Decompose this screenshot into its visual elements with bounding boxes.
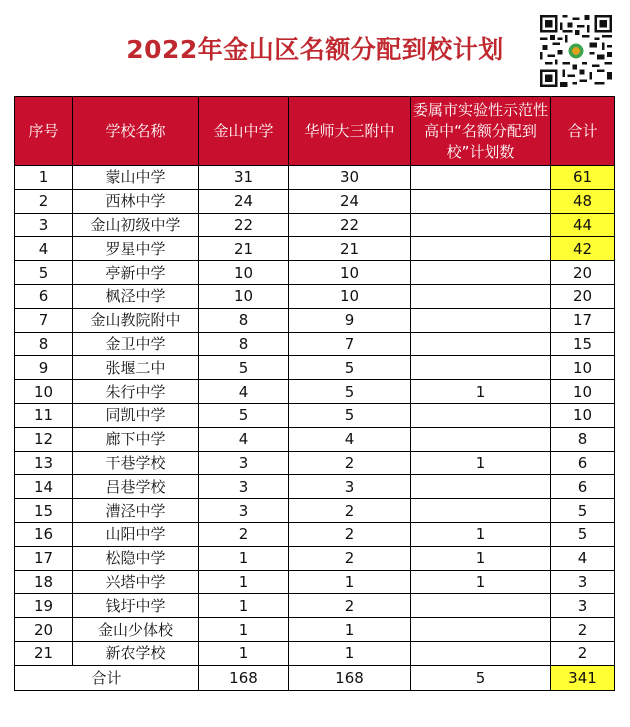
cell-total: 10 (551, 380, 615, 404)
table-row (15, 166, 615, 190)
cell-school: 新农学校 (73, 641, 199, 665)
header-jinshan: 金山中学 (199, 97, 289, 166)
cell-weishu (411, 332, 551, 356)
table-row (15, 427, 615, 451)
total-row (15, 665, 615, 690)
cell-weishu: 1 (411, 522, 551, 546)
cell-school: 金山初级中学 (73, 213, 199, 237)
cell-school: 松隐中学 (73, 546, 199, 570)
cell-jinshan: 24 (199, 189, 289, 213)
cell-huashi: 4 (289, 427, 411, 451)
cell-total: 2 (551, 618, 615, 642)
cell-no: 9 (15, 356, 73, 380)
cell-no: 13 (15, 451, 73, 475)
cell-no: 14 (15, 475, 73, 499)
cell-jinshan: 10 (199, 284, 289, 308)
cell-school: 西林中学 (73, 189, 199, 213)
header-school: 学校名称 (73, 97, 199, 166)
cell-huashi: 24 (289, 189, 411, 213)
cell-jinshan: 1 (199, 618, 289, 642)
cell-jinshan: 21 (199, 237, 289, 261)
table-row (15, 332, 615, 356)
cell-huashi: 2 (289, 522, 411, 546)
cell-jinshan: 5 (199, 356, 289, 380)
cell-huashi: 30 (289, 166, 411, 190)
total-weishu: 5 (411, 665, 551, 690)
cell-jinshan: 3 (199, 451, 289, 475)
cell-no: 11 (15, 403, 73, 427)
cell-weishu (411, 641, 551, 665)
table-row (15, 475, 615, 499)
cell-jinshan: 10 (199, 261, 289, 285)
table-row (15, 189, 615, 213)
cell-total: 61 (551, 166, 615, 190)
cell-jinshan: 2 (199, 522, 289, 546)
cell-weishu: 1 (411, 380, 551, 404)
cell-school: 张堰二中 (73, 356, 199, 380)
allocation-table (14, 96, 615, 691)
cell-huashi: 2 (289, 546, 411, 570)
header-weishu: 委属市实验性示范性高中“名额分配到校”计划数 (411, 97, 551, 166)
cell-huashi: 1 (289, 570, 411, 594)
cell-weishu (411, 308, 551, 332)
cell-no: 19 (15, 594, 73, 618)
cell-total: 3 (551, 594, 615, 618)
cell-weishu (411, 284, 551, 308)
cell-school: 罗星中学 (73, 237, 199, 261)
cell-total: 48 (551, 189, 615, 213)
cell-total: 20 (551, 284, 615, 308)
cell-total: 10 (551, 403, 615, 427)
cell-huashi: 10 (289, 284, 411, 308)
table-row (15, 213, 615, 237)
table-row (15, 308, 615, 332)
cell-jinshan: 8 (199, 332, 289, 356)
table-row (15, 451, 615, 475)
header-huashi: 华师大三附中 (289, 97, 411, 166)
cell-weishu (411, 475, 551, 499)
cell-huashi: 2 (289, 499, 411, 523)
cell-huashi: 3 (289, 475, 411, 499)
cell-weishu (411, 237, 551, 261)
total-jinshan: 168 (199, 665, 289, 690)
header-total: 合计 (551, 97, 615, 166)
cell-jinshan: 31 (199, 166, 289, 190)
table-row (15, 380, 615, 404)
cell-total: 5 (551, 522, 615, 546)
cell-total: 3 (551, 570, 615, 594)
cell-huashi: 21 (289, 237, 411, 261)
cell-total: 20 (551, 261, 615, 285)
cell-jinshan: 5 (199, 403, 289, 427)
cell-no: 5 (15, 261, 73, 285)
cell-no: 10 (15, 380, 73, 404)
cell-no: 3 (15, 213, 73, 237)
cell-total: 10 (551, 356, 615, 380)
table-row (15, 522, 615, 546)
table-row (15, 237, 615, 261)
cell-school: 蒙山中学 (73, 166, 199, 190)
cell-school: 金山少体校 (73, 618, 199, 642)
cell-huashi: 10 (289, 261, 411, 285)
cell-school: 廊下中学 (73, 427, 199, 451)
cell-jinshan: 8 (199, 308, 289, 332)
cell-no: 4 (15, 237, 73, 261)
cell-no: 7 (15, 308, 73, 332)
cell-huashi: 1 (289, 618, 411, 642)
cell-jinshan: 4 (199, 427, 289, 451)
cell-jinshan: 22 (199, 213, 289, 237)
cell-no: 18 (15, 570, 73, 594)
cell-school: 山阳中学 (73, 522, 199, 546)
cell-weishu: 1 (411, 451, 551, 475)
cell-school: 金山教院附中 (73, 308, 199, 332)
total-huashi: 168 (289, 665, 411, 690)
header-no: 序号 (15, 97, 73, 166)
cell-total: 4 (551, 546, 615, 570)
table-header-row (15, 97, 615, 166)
cell-school: 干巷学校 (73, 451, 199, 475)
table-row (15, 403, 615, 427)
cell-school: 金卫中学 (73, 332, 199, 356)
cell-total: 6 (551, 475, 615, 499)
cell-weishu: 1 (411, 570, 551, 594)
table-row (15, 261, 615, 285)
cell-total: 42 (551, 237, 615, 261)
table-row (15, 546, 615, 570)
cell-huashi: 2 (289, 451, 411, 475)
cell-no: 2 (15, 189, 73, 213)
cell-no: 6 (15, 284, 73, 308)
cell-no: 8 (15, 332, 73, 356)
cell-jinshan: 3 (199, 499, 289, 523)
cell-school: 兴塔中学 (73, 570, 199, 594)
cell-huashi: 5 (289, 403, 411, 427)
cell-no: 15 (15, 499, 73, 523)
cell-huashi: 5 (289, 380, 411, 404)
cell-jinshan: 1 (199, 641, 289, 665)
cell-huashi: 1 (289, 641, 411, 665)
cell-no: 16 (15, 522, 73, 546)
cell-total: 2 (551, 641, 615, 665)
cell-weishu (411, 189, 551, 213)
cell-no: 20 (15, 618, 73, 642)
cell-total: 17 (551, 308, 615, 332)
cell-total: 8 (551, 427, 615, 451)
table-row (15, 618, 615, 642)
cell-huashi: 2 (289, 594, 411, 618)
cell-school: 吕巷学校 (73, 475, 199, 499)
cell-no: 17 (15, 546, 73, 570)
cell-jinshan: 1 (199, 546, 289, 570)
cell-weishu (411, 427, 551, 451)
cell-huashi: 22 (289, 213, 411, 237)
cell-weishu (411, 594, 551, 618)
cell-jinshan: 3 (199, 475, 289, 499)
cell-school: 同凯中学 (73, 403, 199, 427)
cell-total: 5 (551, 499, 615, 523)
table-row (15, 499, 615, 523)
table-row (15, 594, 615, 618)
cell-total: 6 (551, 451, 615, 475)
cell-huashi: 7 (289, 332, 411, 356)
cell-no: 12 (15, 427, 73, 451)
cell-weishu (411, 403, 551, 427)
cell-huashi: 5 (289, 356, 411, 380)
cell-total: 15 (551, 332, 615, 356)
table-row (15, 356, 615, 380)
qr-code-icon (540, 15, 612, 87)
cell-school: 漕泾中学 (73, 499, 199, 523)
cell-school: 钱圩中学 (73, 594, 199, 618)
table-row (15, 641, 615, 665)
cell-no: 1 (15, 166, 73, 190)
cell-weishu (411, 356, 551, 380)
cell-weishu (411, 213, 551, 237)
cell-huashi: 9 (289, 308, 411, 332)
total-label: 合计 (15, 665, 199, 690)
cell-weishu: 1 (411, 546, 551, 570)
cell-school: 亭新中学 (73, 261, 199, 285)
cell-school: 朱行中学 (73, 380, 199, 404)
cell-total: 44 (551, 213, 615, 237)
cell-weishu (411, 618, 551, 642)
total-sum: 341 (551, 665, 615, 690)
cell-weishu (411, 166, 551, 190)
cell-weishu (411, 261, 551, 285)
cell-no: 21 (15, 641, 73, 665)
page-title: 2022年金山区名额分配到校计划 (126, 35, 504, 64)
cell-school: 枫泾中学 (73, 284, 199, 308)
table-row (15, 570, 615, 594)
cell-jinshan: 1 (199, 594, 289, 618)
cell-jinshan: 1 (199, 570, 289, 594)
cell-weishu (411, 499, 551, 523)
cell-jinshan: 4 (199, 380, 289, 404)
table-row (15, 284, 615, 308)
